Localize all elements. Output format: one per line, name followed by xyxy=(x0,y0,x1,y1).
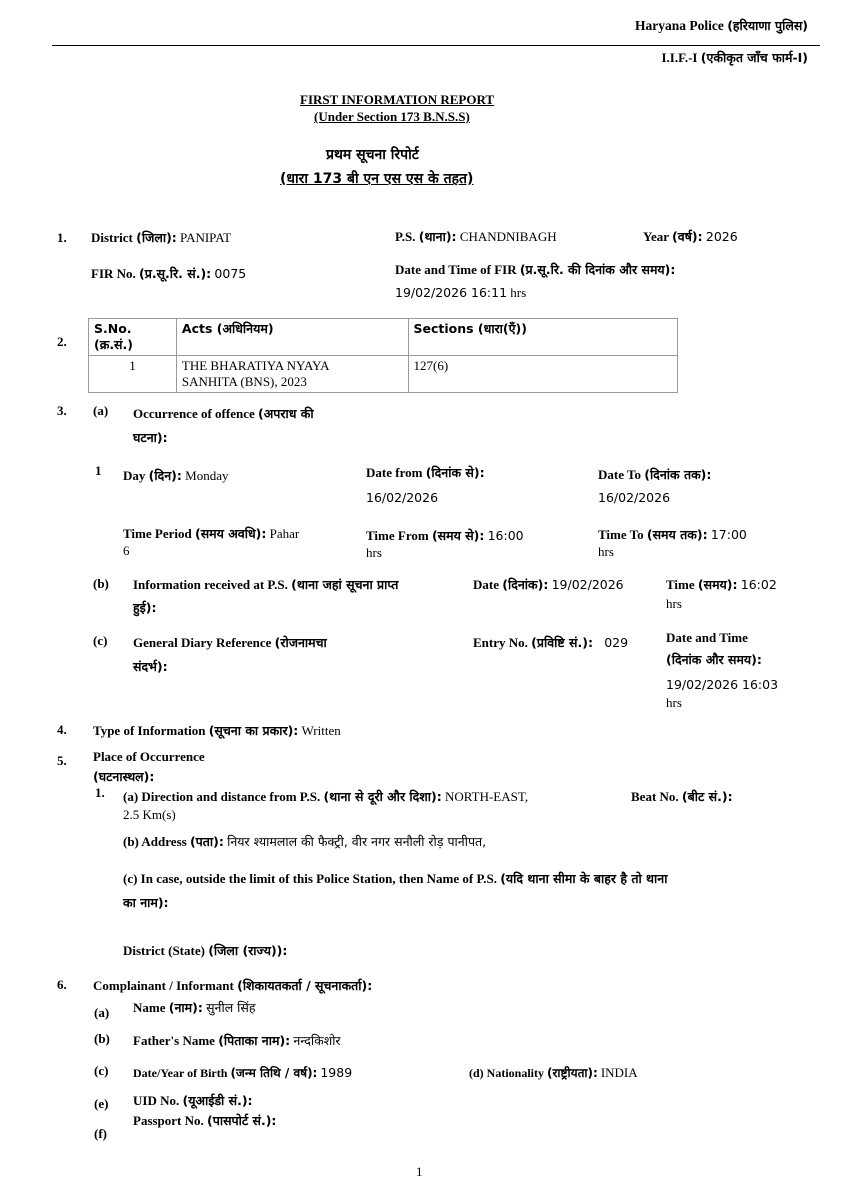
time-to-label-hi: (समय तक): xyxy=(646,527,708,542)
complainant-label xyxy=(93,977,372,995)
uid-label-hi: (यूआईडी सं.): xyxy=(182,1093,253,1108)
fir-label: FIR No. xyxy=(91,266,136,281)
day-value: Monday xyxy=(185,468,229,483)
header-sections-text: Sections (धारा(एँ)) xyxy=(413,321,527,336)
year-label-hi: (वर्ष): xyxy=(672,229,703,244)
father-name-value: नन्दकिशोर xyxy=(293,1033,341,1048)
entry-no-field xyxy=(473,634,628,652)
row-act-line2: SANHITA (BNS), 2023 xyxy=(181,374,307,389)
report-title: FIRST INFORMATION REPORT xyxy=(300,92,495,107)
header-rule xyxy=(52,45,820,46)
ps-field xyxy=(395,228,557,246)
fir-datetime-unit: hrs xyxy=(510,285,527,300)
info-time-label-hi: (समय): xyxy=(697,577,738,592)
time-to-value: 17:00 xyxy=(710,527,747,542)
agency-name-hi: (हरियाणा पुलिस) xyxy=(727,18,808,33)
name-value: सुनील सिंह xyxy=(206,1000,256,1015)
gd-datetime-label: Date and Time xyxy=(666,630,748,645)
info-type-label-hi: (सूचना का प्रकार): xyxy=(208,723,299,738)
info-time-value: 16:02 xyxy=(740,577,777,592)
info-type-label: Type of Information xyxy=(93,723,206,738)
info-date-field xyxy=(473,576,624,594)
time-period-value: Pahar xyxy=(269,526,300,541)
info-type-value: Written xyxy=(301,723,341,738)
header-acts-text: Acts (अधिनियम) xyxy=(181,321,274,336)
date-to-label xyxy=(598,466,711,484)
occurrence-label-hi: (अपराध की xyxy=(258,406,314,421)
report-title-hi: प्रथम सूचना रिपोर्ट xyxy=(326,147,419,163)
info-received-label-hi-2: हुई): xyxy=(133,600,157,615)
time-from-unit: hrs xyxy=(366,545,382,560)
nationality-field xyxy=(469,1064,638,1082)
uid-field xyxy=(133,1092,253,1110)
time-period-label: Time Period xyxy=(123,526,192,541)
outside-ps-label-hi: (यदि थाना सीमा के बाहर है तो थाना xyxy=(500,871,668,886)
place-label: Place of Occurrence xyxy=(93,749,205,764)
fir-label-hi: (प्र.सू.रि. सं.): xyxy=(139,266,212,281)
direction-label: (a) Direction and distance from P.S. xyxy=(123,789,321,804)
form-code-en: I.I.F.-I xyxy=(661,50,698,65)
header-sno-text: S.No. (क्र.सं.) xyxy=(94,321,133,352)
row-sections: 127(6) xyxy=(408,356,678,393)
s6-b-tag: (b) xyxy=(94,1031,110,1046)
s6-c-tag: (c) xyxy=(94,1063,109,1078)
passport-label-hi: (पासपोर्ट सं.): xyxy=(207,1113,277,1128)
fir-datetime-value xyxy=(395,284,526,302)
occurrence-label-en: Occurrence of offence xyxy=(133,406,255,421)
time-period-value-2: 6 xyxy=(123,543,130,558)
address-label-hi: (पता): xyxy=(189,834,224,849)
nationality-label: (d) Nationality xyxy=(469,1066,544,1080)
gd-reference-label-hi: (रोजनामचा xyxy=(274,635,327,650)
gd-reference-label xyxy=(133,634,327,652)
row-sno: 1 xyxy=(89,356,177,393)
section-3-number: 3. xyxy=(57,403,67,418)
agency-header xyxy=(635,17,808,35)
info-time-unit: hrs xyxy=(666,596,682,611)
dob-label: Date/Year of Birth xyxy=(133,1066,228,1080)
time-to-field xyxy=(598,526,747,544)
dob-value: 1989 xyxy=(320,1065,353,1080)
date-from-label-en: Date from xyxy=(366,465,423,480)
gd-datetime-label-hi: (दिनांक और समय): xyxy=(666,652,762,667)
gd-reference-label-en: General Diary Reference xyxy=(133,635,272,650)
row-act-line1: THE BHARATIYA NYAYA xyxy=(181,358,330,373)
direction-value: NORTH-EAST, xyxy=(444,789,529,804)
dob-field xyxy=(133,1064,352,1082)
year-field xyxy=(643,228,738,246)
time-from-field xyxy=(366,527,524,545)
section-1-number: 1. xyxy=(57,230,67,245)
beat-label: Beat No. xyxy=(631,789,679,804)
name-field xyxy=(133,999,255,1017)
section-5-number: 5. xyxy=(57,753,67,768)
address-value: नियर श्यामलाल की फैक्ट्री, वीर नगर सनौली रोड़ पानीपत, xyxy=(227,834,487,849)
time-from-label: Time From xyxy=(366,528,429,543)
year-label: Year xyxy=(643,229,669,244)
header-acts xyxy=(176,319,408,356)
header-sno xyxy=(89,319,177,356)
gd-datetime-value: 19/02/2026 16:03 xyxy=(666,677,779,692)
info-received-label xyxy=(133,576,398,594)
time-period-field xyxy=(123,525,299,543)
father-name-label-hi: (पिताका नाम): xyxy=(218,1033,291,1048)
date-from-value: 16/02/2026 xyxy=(366,490,439,505)
passport-label: Passport No. xyxy=(133,1113,204,1128)
day-label: Day xyxy=(123,468,146,483)
section-6-number: 6. xyxy=(57,977,67,992)
s6-a-tag: (a) xyxy=(94,1005,110,1020)
district-state-label: District (State) xyxy=(123,943,205,958)
time-to-label: Time To xyxy=(598,527,644,542)
ps-label-hi: (थाना): xyxy=(418,229,457,244)
entry-no-label: Entry No. xyxy=(473,635,528,650)
complainant-label-en: Complainant / Informant xyxy=(93,978,234,993)
district-label-hi: (जिला): xyxy=(136,230,177,245)
time-to-unit: hrs xyxy=(598,544,614,559)
fir-datetime-label-hi: (प्र.सू.रि. की दिनांक और समय): xyxy=(519,262,676,277)
report-subtitle: (Under Section 173 B.N.S.S) xyxy=(314,109,470,124)
section-4-number: 4. xyxy=(57,722,67,737)
name-label: Name xyxy=(133,1000,166,1015)
table-row xyxy=(89,356,678,393)
date-from-label-hi: (दिनांक से): xyxy=(425,465,485,480)
form-code xyxy=(661,49,808,67)
passport-field xyxy=(133,1112,276,1130)
info-received-label-en: Information received at P.S. xyxy=(133,577,288,592)
info-time-field xyxy=(666,576,777,594)
acts-table xyxy=(88,318,678,393)
info-time-label: Time xyxy=(666,577,695,592)
page-number: 1 xyxy=(416,1164,423,1179)
gd-datetime-unit: hrs xyxy=(666,695,682,710)
header-sections xyxy=(408,319,678,356)
place-label-hi: (घटनास्थल): xyxy=(93,769,155,784)
district-state-field xyxy=(123,942,287,960)
occurrence-label-hi-2: घटना): xyxy=(133,430,168,445)
info-date-label-hi: (दिनांक): xyxy=(502,577,549,592)
date-to-label-hi: (दिनांक तक): xyxy=(644,467,712,482)
father-name-label: Father's Name xyxy=(133,1033,215,1048)
district-state-label-hi: (जिला (राज्य)): xyxy=(208,943,288,958)
direction-field xyxy=(123,788,528,806)
entry-no-value: 029 xyxy=(604,635,629,650)
day-field xyxy=(123,467,228,485)
direction-distance: 2.5 Km(s) xyxy=(123,807,176,822)
agency-name: Haryana Police xyxy=(634,18,724,33)
time-from-label-hi: (समय से): xyxy=(431,528,485,543)
direction-label-hi: (थाना से दूरी और दिशा): xyxy=(323,789,442,804)
time-period-label-hi: (समय अवधि): xyxy=(194,526,267,541)
occurrence-label xyxy=(133,405,314,423)
s3-a-tag: (a) xyxy=(93,403,109,418)
occurrence-row-number: 1 xyxy=(95,463,102,478)
dob-label-hi: (जन्म तिथि / वर्ष): xyxy=(230,1066,318,1080)
acts-table-header xyxy=(89,319,678,356)
name-label-hi: (नाम): xyxy=(168,1000,203,1015)
outside-ps-label-en: (c) In case, outside the limit of this Police Station, then Name of P.S. xyxy=(123,871,497,886)
ps-value: CHANDNIBAGH xyxy=(459,229,557,244)
district-label: District xyxy=(91,230,133,245)
fir-value: 0075 xyxy=(214,266,247,281)
beat-label-hi: (बीट सं.): xyxy=(681,789,733,804)
district-field xyxy=(91,229,231,247)
s6-e-tag: (e) xyxy=(94,1096,109,1111)
outside-ps-label xyxy=(123,870,667,888)
outside-ps-label-hi-2: का नाम): xyxy=(123,895,169,910)
gd-reference-label-hi-2: संदर्भ): xyxy=(133,659,168,674)
complainant-label-hi: (शिकायतकर्ता / सूचनाकर्ता): xyxy=(237,978,373,993)
info-received-label-hi: (थाना जहां सूचना प्राप्त xyxy=(291,577,399,592)
info-date-value: 19/02/2026 xyxy=(551,577,624,592)
row-act xyxy=(176,356,408,393)
info-type-field xyxy=(93,722,341,740)
s3-c-tag: (c) xyxy=(93,633,108,648)
fir-number-field xyxy=(91,265,246,283)
day-label-hi: (दिन): xyxy=(148,468,182,483)
nationality-label-hi: (राष्ट्रीयता): xyxy=(547,1066,598,1080)
fir-datetime-date: 19/02/2026 16:11 xyxy=(395,285,508,300)
fir-datetime-label-en: Date and Time of FIR xyxy=(395,262,517,277)
date-to-label-en: Date To xyxy=(598,467,641,482)
section-2-number: 2. xyxy=(57,334,67,349)
district-value: PANIPAT xyxy=(180,230,232,245)
s3-b-tag: (b) xyxy=(93,576,109,591)
date-from-label xyxy=(366,464,485,482)
entry-no-label-hi: (प्रविष्टि सं.): xyxy=(531,635,593,650)
report-subtitle-hi: (धारा 173 बी एन एस एस के तहत) xyxy=(280,171,474,187)
ps-label: P.S. xyxy=(395,229,416,244)
address-label: (b) Address xyxy=(123,834,187,849)
uid-label: UID No. xyxy=(133,1093,180,1108)
form-code-hi: (एकीकृत जाँच फार्म-I) xyxy=(700,50,808,65)
nationality-value: INDIA xyxy=(600,1065,638,1080)
beat-field xyxy=(631,788,733,806)
date-to-value: 16/02/2026 xyxy=(598,490,671,505)
s6-f-tag: (f) xyxy=(94,1126,107,1141)
time-from-value: 16:00 xyxy=(487,528,524,543)
fir-datetime-label xyxy=(395,261,675,279)
year-value: 2026 xyxy=(705,229,738,244)
place-sub-number: 1. xyxy=(95,785,105,800)
address-field xyxy=(123,833,486,851)
father-name-field xyxy=(133,1032,341,1050)
info-date-label: Date xyxy=(473,577,499,592)
